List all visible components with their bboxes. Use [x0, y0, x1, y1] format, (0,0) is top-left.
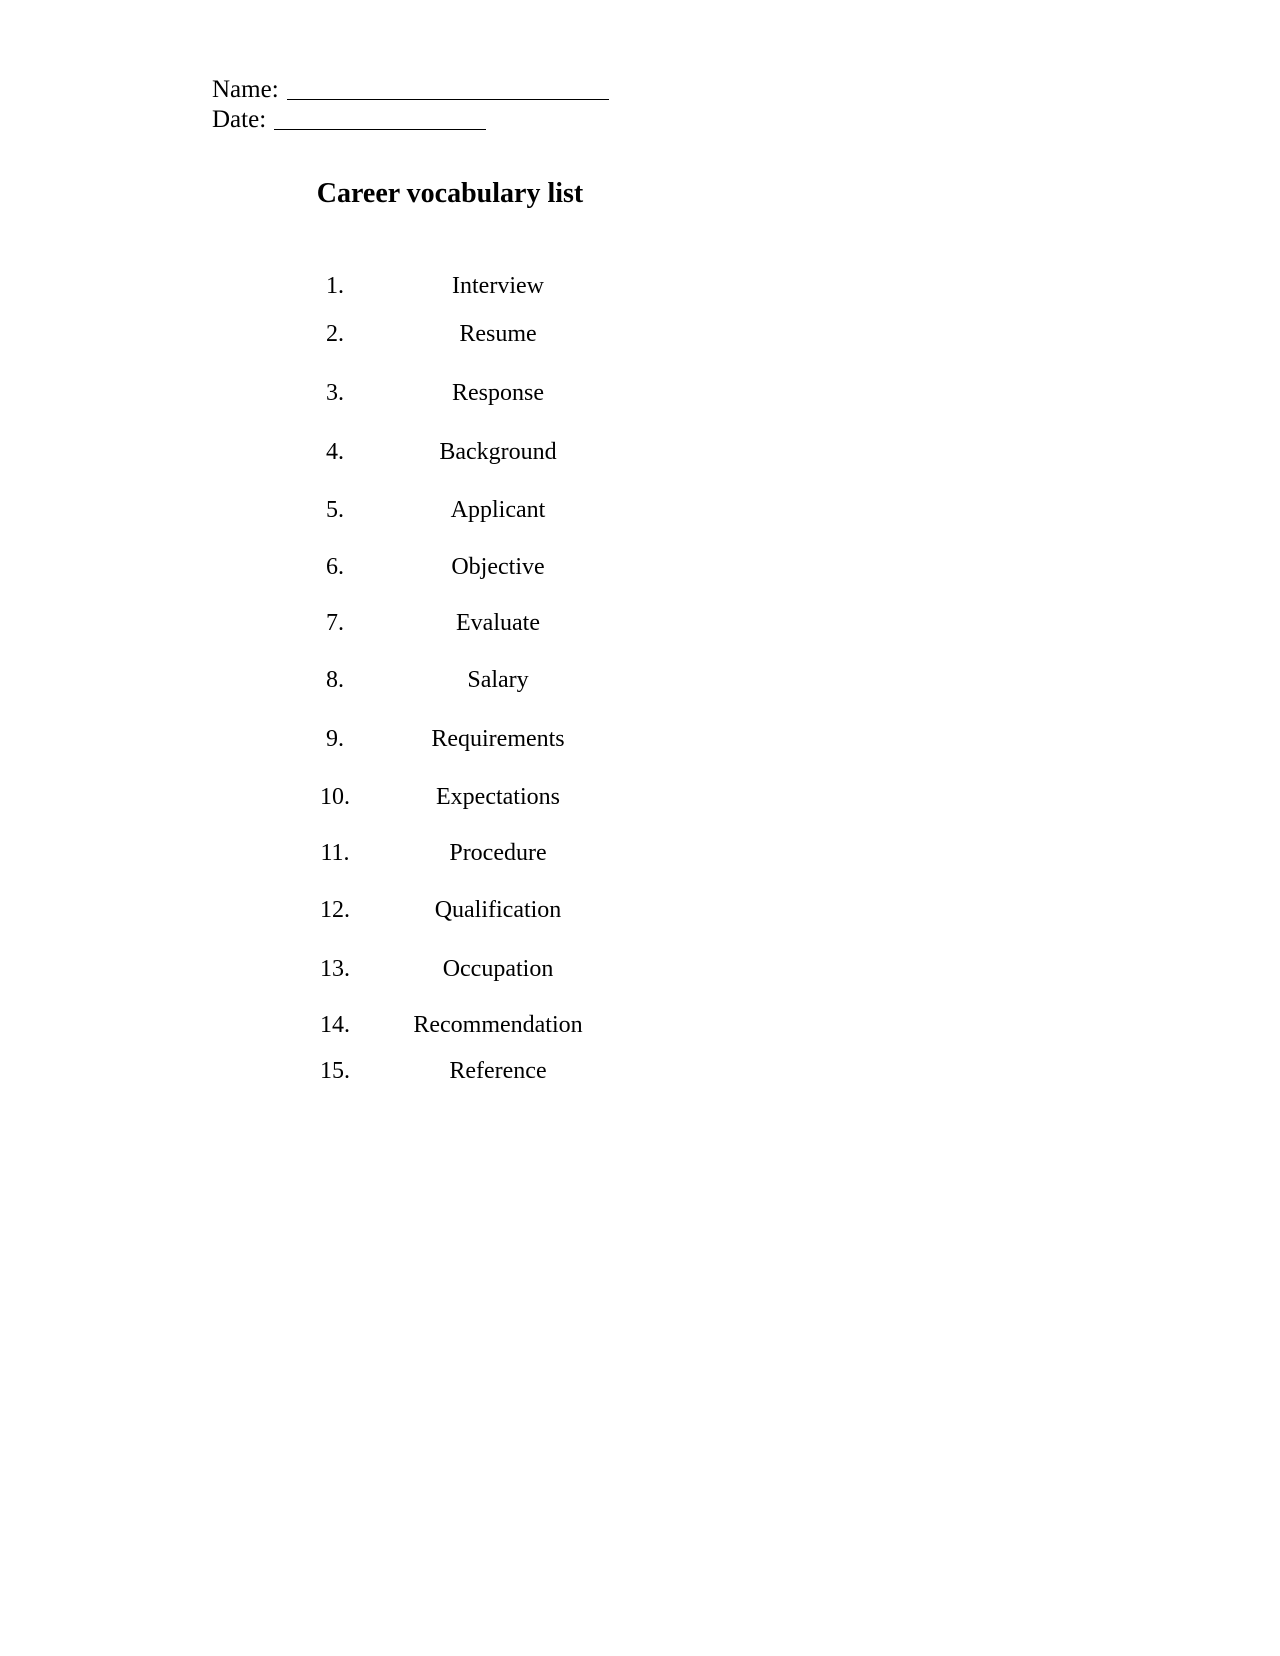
- vocabulary-word: Expectations: [436, 784, 560, 810]
- vocabulary-word: Resume: [459, 321, 537, 347]
- name-label: Name:: [212, 76, 279, 103]
- vocabulary-word: Procedure: [449, 840, 547, 866]
- item-number: 4.: [326, 439, 344, 465]
- item-number: 13.: [320, 956, 350, 982]
- vocabulary-word: Salary: [467, 667, 529, 693]
- item-number: 3.: [326, 380, 344, 406]
- document-title: Career vocabulary list: [316, 178, 584, 209]
- item-number: 2.: [326, 321, 344, 347]
- vocabulary-word: Background: [439, 439, 557, 465]
- list-item: [300, 953, 660, 985]
- item-number: 15.: [320, 1058, 350, 1084]
- list-item: [300, 1055, 660, 1087]
- vocabulary-word: Recommendation: [413, 1012, 583, 1038]
- item-number: 11.: [320, 840, 350, 866]
- list-item: [300, 377, 660, 409]
- list-item: [300, 1009, 660, 1041]
- date-label: Date:: [212, 106, 267, 133]
- item-number: 10.: [320, 784, 350, 810]
- list-item: [300, 270, 660, 302]
- vocabulary-word: Objective: [451, 554, 545, 580]
- list-item: [300, 318, 660, 350]
- vocabulary-word: Requirements: [431, 726, 565, 752]
- item-number: 9.: [326, 726, 344, 752]
- vocabulary-word: Interview: [452, 273, 544, 299]
- item-number: 5.: [326, 497, 344, 523]
- list-item: [300, 664, 660, 696]
- item-number: 1.: [326, 273, 344, 299]
- list-item: [300, 781, 660, 813]
- item-number: 6.: [326, 554, 344, 580]
- item-number: 8.: [326, 667, 344, 693]
- vocabulary-word: Occupation: [442, 956, 554, 982]
- vocabulary-word: Reference: [449, 1058, 547, 1084]
- vocabulary-word: Evaluate: [456, 610, 540, 636]
- list-item: [300, 436, 660, 468]
- vocabulary-word: Response: [452, 380, 544, 406]
- list-item: [300, 494, 660, 526]
- item-number: 7.: [326, 610, 344, 636]
- list-item: [300, 894, 660, 926]
- vocabulary-word: Applicant: [450, 497, 546, 523]
- list-item: [300, 551, 660, 583]
- vocabulary-word: Qualification: [434, 897, 562, 923]
- item-number: 14.: [320, 1012, 350, 1038]
- list-item: [300, 837, 660, 869]
- list-item: [300, 723, 660, 755]
- list-item: [300, 607, 660, 639]
- item-number: 12.: [320, 897, 350, 923]
